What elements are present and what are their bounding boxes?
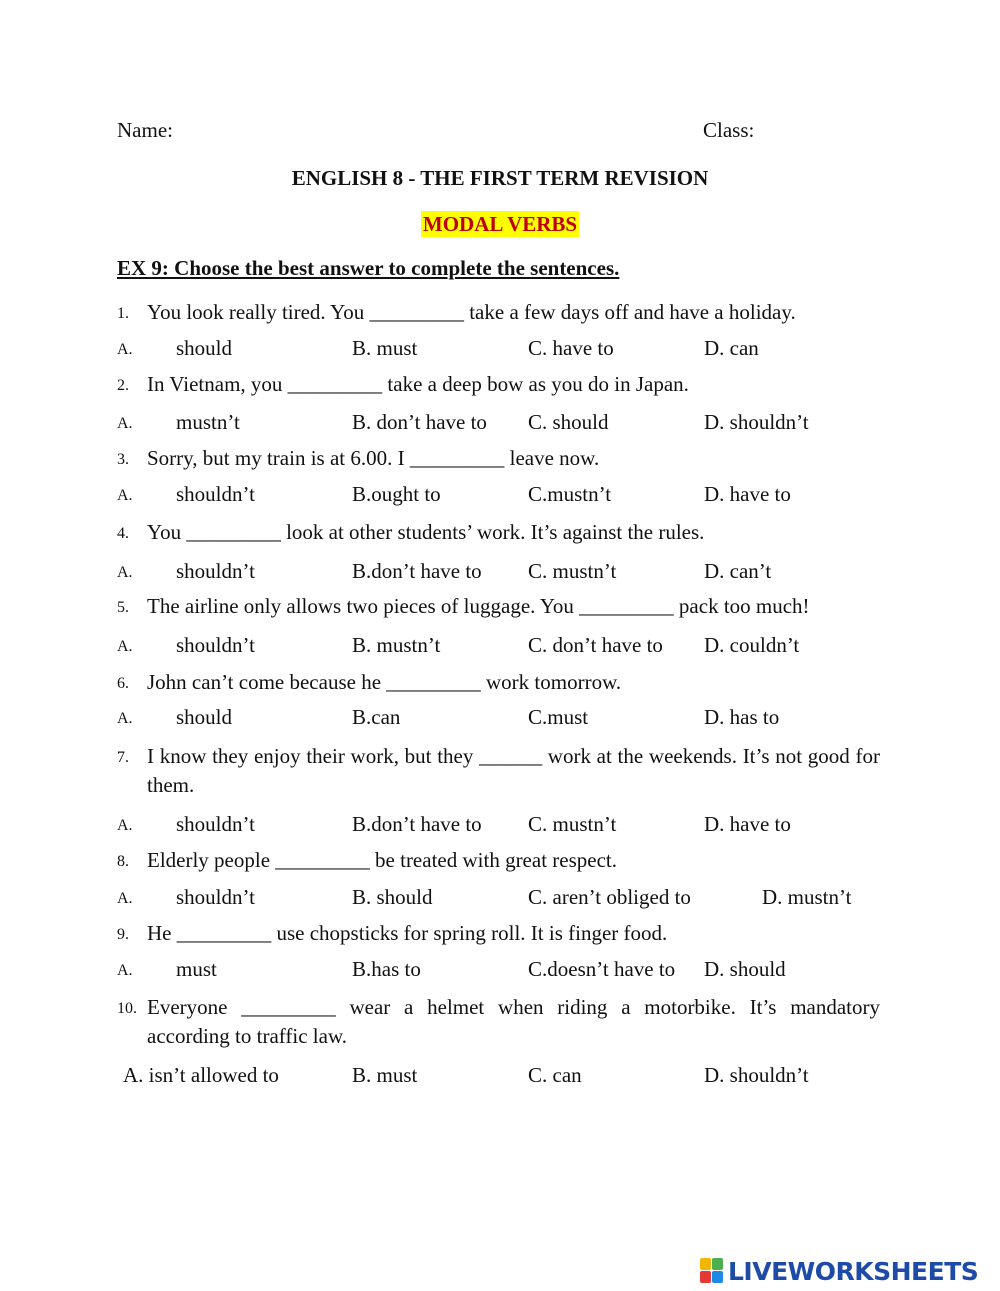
option-letter: A. — [117, 710, 133, 727]
logo-text: LIVEWORKSHEETS — [728, 1256, 979, 1286]
question-number: 10. — [117, 1000, 137, 1017]
option-c[interactable]: C.mustn’t — [528, 482, 612, 506]
option-a[interactable]: must — [176, 957, 217, 981]
option-letter: A. — [117, 415, 133, 432]
question-text: In Vietnam, you _________ take a deep bow as you do in Japan. — [147, 372, 689, 396]
worksheet-subtitle: MODAL VERBS — [422, 212, 578, 236]
subtitle-wrap — [0, 211, 1000, 237]
option-letter: A. — [117, 341, 133, 358]
question-text: You look really tired. You _________ take a few days off and have a holiday. — [147, 300, 796, 324]
option-b[interactable]: B. should — [352, 885, 433, 909]
question-number: 9. — [117, 926, 129, 943]
option-letter: A. — [117, 487, 133, 504]
option-b[interactable]: B.ought to — [352, 482, 441, 506]
question-text: Everyone _________ wear a helmet when riding a motorbike. It’s mandatory according to traffic law. — [147, 995, 880, 1048]
option-d[interactable]: D. have to — [704, 812, 791, 836]
option-b[interactable]: B.has to — [352, 957, 421, 981]
question-number: 8. — [117, 853, 129, 870]
option-b[interactable]: B.don’t have to — [352, 559, 482, 583]
question-number: 2. — [117, 377, 129, 394]
option-letter: A. — [117, 817, 133, 834]
question-number: 6. — [117, 675, 129, 692]
worksheet-title: ENGLISH 8 - THE FIRST TERM REVISION — [291, 166, 709, 190]
option-c[interactable]: C. don’t have to — [528, 633, 663, 657]
option-a[interactable]: shouldn’t — [176, 559, 255, 583]
question-number: 1. — [117, 305, 129, 322]
option-d[interactable]: D. can — [704, 336, 759, 360]
option-a[interactable]: mustn’t — [176, 410, 240, 434]
class-label: Class: — [703, 118, 755, 142]
option-letter: A. — [117, 962, 133, 979]
option-d[interactable]: D. has to — [704, 705, 780, 729]
question-number: 7. — [117, 749, 129, 766]
option-c[interactable]: C. can — [528, 1063, 582, 1087]
option-d[interactable]: D. shouldn’t — [704, 410, 809, 434]
question-text: The airline only allows two pieces of luggage. You _________ pack too much! — [147, 594, 810, 618]
option-b[interactable]: B. mustn’t — [352, 633, 441, 657]
question-text: Elderly people _________ be treated with great respect. — [147, 848, 617, 872]
option-a[interactable]: A. isn’t allowed to — [123, 1063, 279, 1087]
liveworksheets-logo-icon — [700, 1258, 724, 1284]
option-d[interactable]: D. shouldn’t — [704, 1063, 809, 1087]
option-c[interactable]: C. mustn’t — [528, 812, 617, 836]
option-a[interactable]: shouldn’t — [176, 482, 255, 506]
option-d[interactable]: D. mustn’t — [762, 885, 852, 909]
option-a[interactable]: should — [176, 705, 233, 729]
option-letter: A. — [117, 890, 133, 907]
option-b[interactable]: B. must — [352, 1063, 418, 1087]
name-label: Name: — [117, 118, 173, 142]
option-b[interactable]: B. don’t have to — [352, 410, 487, 434]
question-text: John can’t come because he _________ work tomorrow. — [147, 670, 622, 694]
option-d[interactable]: D. couldn’t — [704, 633, 800, 657]
question-text: You _________ look at other students’ work. It’s against the rules. — [147, 520, 705, 544]
option-a[interactable]: should — [176, 336, 233, 360]
liveworksheets-logo[interactable] — [700, 1256, 978, 1286]
option-d[interactable]: D. can’t — [704, 559, 772, 583]
question-text: Sorry, but my train is at 6.00. I _________ leave now. — [147, 446, 600, 470]
option-letter: A. — [117, 638, 133, 655]
exercise-instruction: EX 9: Choose the best answer to complete the sentences. — [117, 256, 620, 280]
option-letter: A. — [117, 564, 133, 581]
option-b[interactable]: B. must — [352, 336, 418, 360]
option-a[interactable]: shouldn’t — [176, 633, 255, 657]
question-number: 5. — [117, 599, 129, 616]
option-d[interactable]: D. have to — [704, 482, 791, 506]
option-c[interactable]: C.doesn’t have to — [528, 957, 676, 981]
question-number: 4. — [117, 525, 129, 542]
option-c[interactable]: C. have to — [528, 336, 614, 360]
question-text: I know they enjoy their work, but they ______ work at the weekends. It’s not good for them. — [147, 744, 880, 797]
option-b[interactable]: B.don’t have to — [352, 812, 482, 836]
question-number: 3. — [117, 451, 129, 468]
option-b[interactable]: B.can — [352, 705, 401, 729]
option-c[interactable]: C. should — [528, 410, 609, 434]
option-c[interactable]: C.must — [528, 705, 589, 729]
option-c[interactable]: C. mustn’t — [528, 559, 617, 583]
option-c[interactable]: C. aren’t obliged to — [528, 885, 691, 909]
option-d[interactable]: D. should — [704, 957, 786, 981]
question-text: He _________ use chopsticks for spring roll. It is finger food. — [147, 921, 668, 945]
option-a[interactable]: shouldn’t — [176, 885, 255, 909]
option-a[interactable]: shouldn’t — [176, 812, 255, 836]
